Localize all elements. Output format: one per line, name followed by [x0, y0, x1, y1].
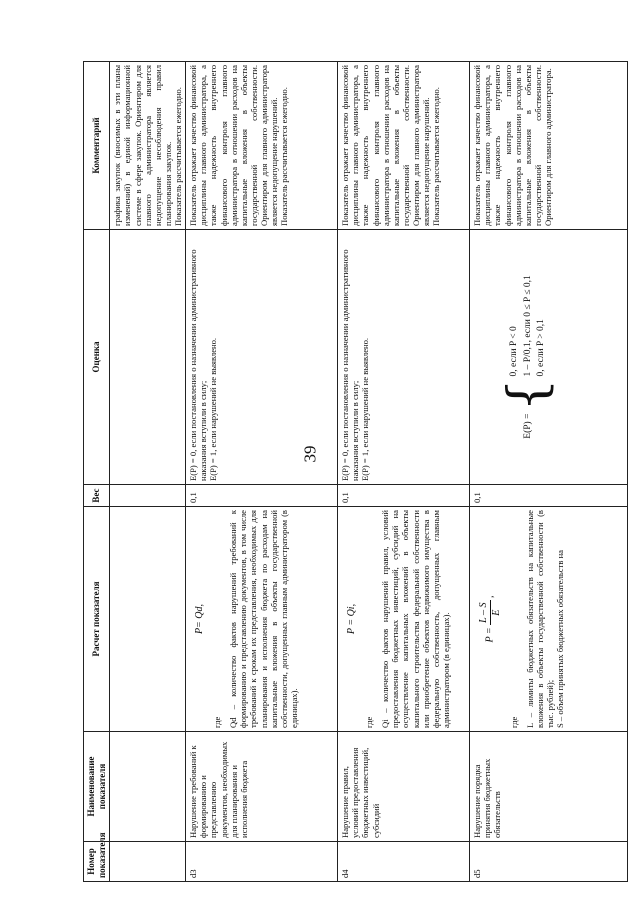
cell-empty: [110, 230, 186, 485]
cell-score: [470, 230, 628, 485]
formula-lhs: P =: [484, 627, 496, 643]
table-row-continuation: [110, 62, 186, 882]
calc-where: где: [212, 716, 222, 728]
formula: [478, 510, 503, 728]
cell-comment: [110, 62, 186, 230]
table-header-row: [84, 62, 110, 882]
calc-desc: S – объем принятых бюджетных обязательств на: [555, 550, 566, 728]
calc-desc: Qd – количество фактов нарушений требований к формированию и представлению документов, в том числе требований к срокам их представления, необходимых для планирования и исполнения бюджета по расходам на капитальные вложения в объекты государственной собственности, допущенных главным администратором (в единицах).: [228, 510, 299, 728]
cell-num: d3: [186, 842, 338, 882]
cell-weight: 0,1: [470, 485, 628, 507]
page-number: 39: [300, 445, 320, 463]
calc-where: где: [508, 716, 519, 728]
comment-text: графика закупок (вносимых в эти планы изменений) в единой информационной системе в сфере закупок. Ориентиром для главного администратора является недопущение несоблюдения правил планирования закупок.: [112, 65, 173, 226]
brace-glyph: {: [498, 378, 559, 412]
score-rule: E(P) = 1, если нарушений не выявлено.: [208, 337, 219, 481]
comment-text: Показатель отражает качество финансовой дисциплины главного администратора, а также надежность внутреннего финансового контроля главного администратора в отношении расходов на капитальные вложения в объекты государственной собственности. Ориентиром для главного администратора.: [472, 65, 554, 226]
cell-comment: [338, 62, 470, 230]
cell-calc: [338, 507, 470, 732]
formula-fraction: [478, 600, 503, 624]
cell-calc: [186, 507, 338, 732]
comment-period: Показатель рассчитывается ежегодно.: [173, 87, 184, 226]
score-rule: E(P) = 0, если постановления о назначении административного наказания вступили в силу;: [188, 249, 209, 481]
cell-score: [186, 230, 338, 485]
cell-empty: [110, 485, 186, 507]
cases: [507, 275, 549, 376]
table-row-d4: [338, 62, 470, 882]
score-lhs: E(P) =: [522, 413, 533, 439]
header-name: Наименование показателя: [84, 732, 110, 842]
formula: P= Qd,: [194, 603, 206, 635]
formula-numerator: L – S: [478, 602, 490, 623]
piecewise-formula: [498, 233, 559, 481]
cell-weight: 0,1: [338, 485, 470, 507]
comment-period: Показатель рассчитывается ежегодно.: [279, 87, 290, 226]
cell-name: Нарушение порядка принятия бюджетных обязательств: [470, 732, 628, 842]
calc-desc: Qi – количество фактов нарушений правил, условий предоставления бюджетных инвестиций, субсидий на осуществление капитальных вложений в объекты капитального строительства федеральной собственности или приобретение объектов недвижимого имущества в федеральную собственность, допущенных главным администратором (в единицах).: [380, 510, 451, 728]
cell-name: Нарушение требований к формированию и представлению документов, необходимых для планирования и исполнения бюджета: [186, 732, 338, 842]
header-calc: Расчет показателя: [84, 507, 110, 732]
table-row-d5: [470, 62, 628, 882]
rotated-page: [83, 62, 628, 882]
indicators-table: [83, 61, 628, 882]
calc-desc: L – лимиты бюджетных обязательств на капитальные вложения в объекты государственной собственности (в тыс. рублей);: [524, 510, 556, 728]
formula: P = Qi,: [346, 603, 358, 635]
header-score: Оценка: [84, 230, 110, 485]
cell-comment: [470, 62, 628, 230]
cell-num: d5: [470, 842, 628, 882]
case: 0, если P < 0: [509, 326, 520, 377]
case: 1 – P/0,1, если 0 ≤ P ≤ 0,1: [522, 275, 533, 377]
cell-score: [338, 230, 470, 485]
cell-weight: 0,1: [186, 485, 338, 507]
cell-empty: [110, 507, 186, 732]
header-weight: Вес: [84, 485, 110, 507]
score-rule: E(P) = 0, если постановления о назначении административного наказания вступили в силу;: [340, 249, 361, 481]
cell-empty: [110, 732, 186, 842]
cell-empty: [110, 842, 186, 882]
calc-where: где: [364, 716, 374, 728]
table-row-d3: [186, 62, 338, 882]
cell-comment: [186, 62, 338, 230]
header-comment: Комментарий: [84, 62, 110, 230]
cell-name: Нарушение правил, условий предоставления бюджетных инвестиций, субсидий: [338, 732, 470, 842]
comment-text: Показатель отражает качество финансовой дисциплины главного администратора, а также надежность внутреннего финансового контроля главного администратора в отношении расходов на капитальные вложения в объекты государственной собственности. Ориентиром для главного администратора является недопущение нарушений.: [340, 65, 432, 226]
comment-text: Показатель отражает качество финансовой дисциплины главного администратора, а также надежность внутреннего финансового контроля главного администратора в отношении расходов на капитальные вложения в объекты государственной собственности. Ориентиром для главного администратора является недопущение нарушений.: [188, 65, 280, 226]
header-num: Номер показателя: [84, 842, 110, 882]
cell-calc: [470, 507, 628, 732]
score-rule: E(P) = 1, если нарушений не выявлено.: [360, 337, 371, 481]
case: 0, если P > 0,1: [535, 319, 546, 377]
cell-num: d4: [338, 842, 470, 882]
formula-denominator: E: [491, 609, 502, 616]
comment-period: Показатель рассчитывается ежегодно.: [431, 87, 442, 226]
formula-end: ,: [484, 595, 496, 598]
